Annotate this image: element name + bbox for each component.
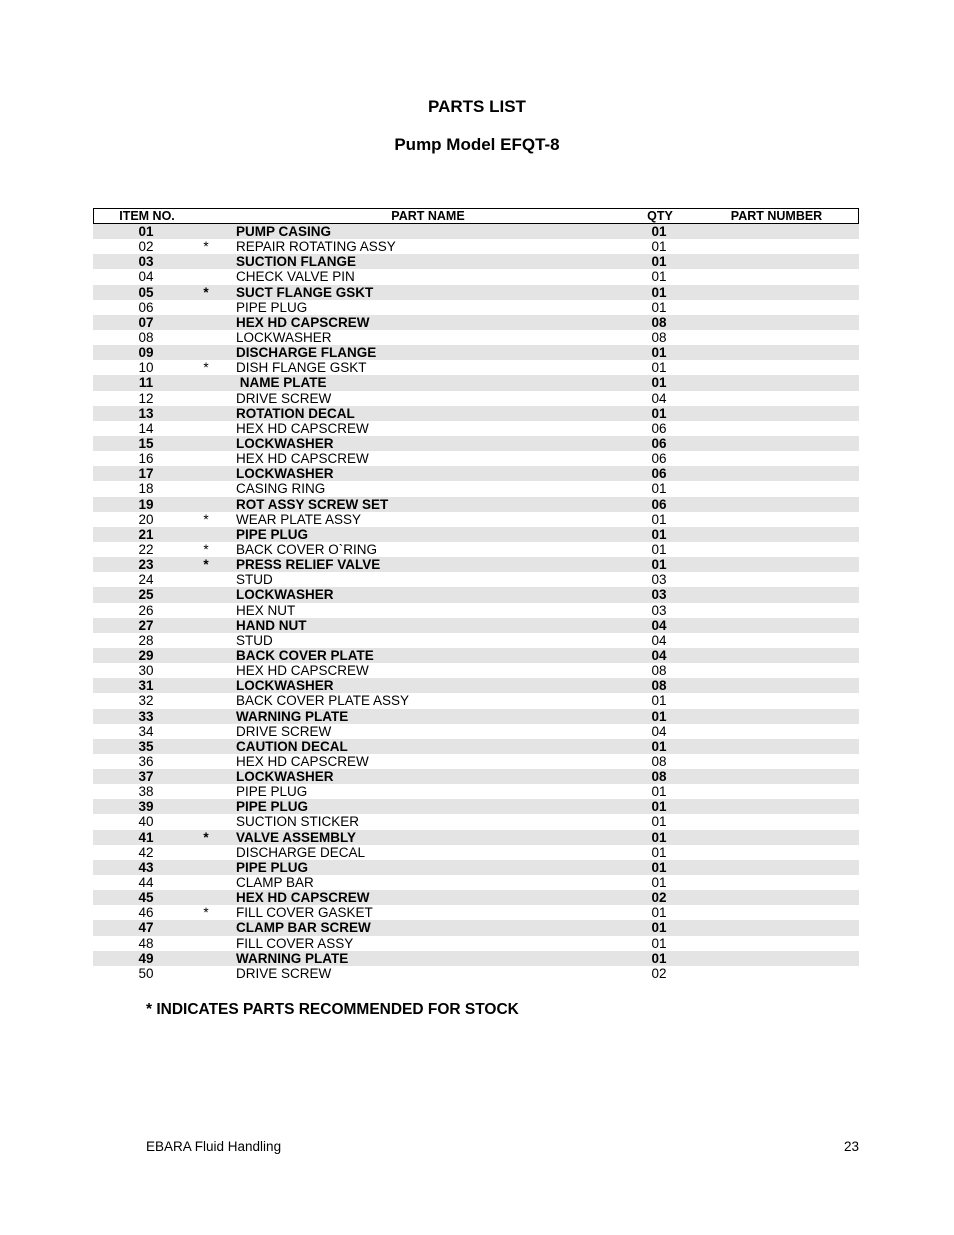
part-name-cell: HEX HD CAPSCREW (236, 753, 369, 769)
table-row (93, 724, 859, 739)
part-name-cell: FILL COVER GASKET (236, 905, 373, 921)
table-row (93, 421, 859, 436)
qty-cell: 01 (651, 814, 667, 830)
item-no-cell: 15 (138, 435, 154, 451)
part-name-cell: HEX HD CAPSCREW (236, 890, 370, 906)
part-name-cell: LOCKWASHER (236, 587, 334, 603)
qty-cell: 01 (651, 481, 667, 497)
qty-cell: 06 (651, 496, 667, 512)
qty-cell: 08 (651, 769, 667, 785)
part-name-cell: LOCKWASHER (236, 435, 334, 451)
table-row (93, 269, 859, 284)
table-row (93, 375, 859, 390)
qty-cell: 06 (651, 435, 667, 451)
part-name-cell: VALVE ASSEMBLY (236, 829, 357, 845)
stock-marker-cell: * (203, 360, 209, 376)
qty-cell: 01 (651, 557, 667, 573)
table-body (93, 224, 859, 981)
stock-marker-cell: * (203, 829, 209, 845)
part-name-cell: STUD (236, 632, 273, 648)
qty-cell: 08 (651, 678, 667, 694)
part-name-cell: BACK COVER O`RING (236, 541, 378, 557)
table-row (93, 754, 859, 769)
item-no-cell: 45 (138, 890, 154, 906)
table-row (93, 678, 859, 693)
qty-cell: 03 (651, 572, 667, 588)
qty-cell: 06 (651, 420, 667, 436)
qty-cell: 04 (651, 647, 667, 663)
item-no-cell: 39 (138, 799, 154, 815)
part-name-cell: FILL COVER ASSY (236, 935, 354, 951)
table-row (93, 436, 859, 451)
part-name-cell: PRESS RELIEF VALVE (236, 557, 381, 573)
table-row (93, 527, 859, 542)
qty-cell: 04 (651, 390, 667, 406)
item-no-cell: 49 (138, 950, 154, 966)
item-no-cell: 33 (138, 708, 154, 724)
item-no-cell: 26 (138, 602, 154, 618)
table-row (93, 905, 859, 920)
item-no-cell: 30 (138, 663, 154, 679)
table-row (93, 406, 859, 421)
part-name-cell: PIPE PLUG (236, 784, 308, 800)
item-no-cell: 42 (138, 844, 154, 860)
table-row (93, 239, 859, 254)
table-row (93, 466, 859, 481)
qty-cell: 01 (651, 829, 667, 845)
table-row (93, 920, 859, 935)
stock-note: * INDICATES PARTS RECOMMENDED FOR STOCK (146, 1001, 519, 1018)
item-no-cell: 18 (138, 481, 154, 497)
table-row (93, 860, 859, 875)
table-row (93, 254, 859, 269)
qty-cell: 04 (651, 632, 667, 648)
part-name-cell: SUCTION FLANGE (236, 254, 356, 270)
table-row (93, 300, 859, 315)
table-row (93, 572, 859, 587)
part-name-cell: LOCKWASHER (236, 678, 334, 694)
parts-table (93, 208, 859, 981)
qty-cell: 01 (651, 299, 667, 315)
table-row (93, 451, 859, 466)
part-name-cell: HEX HD CAPSCREW (236, 663, 369, 679)
item-no-cell: 05 (138, 284, 154, 300)
qty-cell: 06 (651, 466, 667, 482)
qty-cell: 01 (651, 784, 667, 800)
table-row (93, 285, 859, 300)
item-no-cell: 12 (138, 390, 154, 406)
pump-model-subtitle: Pump Model EFQT-8 (394, 135, 560, 154)
qty-cell: 01 (651, 905, 667, 921)
table-row (93, 693, 859, 708)
item-no-cell: 25 (138, 587, 154, 603)
item-no-cell: 21 (138, 526, 154, 542)
part-name-cell: CLAMP BAR SCREW (236, 920, 371, 936)
part-name-cell: WEAR PLATE ASSY (236, 511, 362, 527)
part-name-cell: CLAMP BAR (236, 875, 314, 891)
part-name-cell: HEX HD CAPSCREW (236, 451, 369, 467)
item-no-cell: 40 (138, 814, 154, 830)
table-row (93, 481, 859, 496)
part-name-cell: DISH FLANGE GSKT (236, 360, 367, 376)
part-name-cell: PUMP CASING (236, 224, 332, 239)
item-no-cell: 24 (138, 572, 154, 588)
table-row (93, 739, 859, 754)
table-row (93, 951, 859, 966)
qty-cell: 01 (651, 239, 667, 255)
qty-cell: 08 (651, 314, 667, 330)
qty-cell: 01 (651, 375, 667, 391)
part-name-cell: DISCHARGE FLANGE (236, 345, 377, 361)
item-no-cell: 35 (138, 738, 154, 754)
item-no-cell: 01 (138, 224, 154, 239)
item-no-cell: 06 (138, 299, 154, 315)
item-no-cell: 03 (138, 254, 154, 270)
qty-cell: 01 (651, 360, 667, 376)
footer-company: EBARA Fluid Handling (146, 1139, 282, 1154)
table-row (93, 875, 859, 890)
part-name-cell: DRIVE SCREW (236, 723, 332, 739)
table-row (93, 966, 859, 981)
item-no-cell: 11 (138, 375, 154, 391)
item-no-cell: 17 (138, 466, 154, 482)
part-name-cell: CASING RING (236, 481, 326, 497)
table-row (93, 648, 859, 663)
table-row (93, 784, 859, 799)
item-no-cell: 48 (138, 935, 154, 951)
part-name-cell: LOCKWASHER (236, 329, 332, 345)
part-name-cell: SUCT FLANGE GSKT (236, 284, 374, 300)
table-row (93, 542, 859, 557)
table-row (93, 391, 859, 406)
part-name-cell: DRIVE SCREW (236, 965, 332, 981)
table-row (93, 890, 859, 905)
item-no-cell: 44 (138, 875, 154, 891)
part-name-cell: WARNING PLATE (236, 708, 349, 724)
part-name-cell: SUCTION STICKER (236, 814, 360, 830)
table-row (93, 360, 859, 375)
table-row (93, 633, 859, 648)
item-no-cell: 46 (138, 905, 154, 921)
qty-cell: 02 (651, 965, 667, 981)
qty-cell: 01 (651, 284, 667, 300)
qty-cell: 01 (651, 859, 667, 875)
stock-marker-cell: * (203, 905, 209, 921)
qty-cell: 01 (651, 935, 667, 951)
table-row (93, 769, 859, 784)
stock-marker-cell: * (203, 541, 209, 557)
item-no-cell: 19 (138, 496, 154, 512)
item-no-cell: 28 (138, 632, 154, 648)
header-part-number: PART NUMBER (730, 209, 823, 223)
qty-cell: 01 (651, 345, 667, 361)
qty-cell: 04 (651, 617, 667, 633)
qty-cell: 08 (651, 753, 667, 769)
item-no-cell: 37 (138, 769, 154, 785)
table-row (93, 224, 859, 239)
item-no-cell: 34 (138, 723, 154, 739)
item-no-cell: 20 (138, 511, 154, 527)
qty-cell: 02 (651, 890, 667, 906)
qty-cell: 01 (651, 526, 667, 542)
part-name-cell: BACK COVER PLATE (236, 647, 374, 663)
table-row (93, 315, 859, 330)
qty-cell: 01 (651, 511, 667, 527)
part-name-cell: LOCKWASHER (236, 466, 334, 482)
qty-cell: 01 (651, 224, 667, 239)
stock-marker-cell: * (203, 511, 209, 527)
item-no-cell: 43 (138, 859, 154, 875)
item-no-cell: 29 (138, 647, 154, 663)
qty-cell: 01 (651, 693, 667, 709)
qty-cell: 01 (651, 541, 667, 557)
item-no-cell: 31 (138, 678, 154, 694)
item-no-cell: 50 (138, 965, 154, 981)
table-row (93, 512, 859, 527)
item-no-cell: 09 (138, 345, 154, 361)
table-row (93, 709, 859, 724)
item-no-cell: 32 (138, 693, 154, 709)
stock-marker-cell: * (203, 557, 209, 573)
table-row (93, 845, 859, 860)
table-row (93, 663, 859, 678)
part-name-cell: ROT ASSY SCREW SET (236, 496, 389, 512)
header-part-name: PART NAME (391, 209, 465, 223)
part-name-cell: DISCHARGE DECAL (236, 844, 366, 860)
item-no-cell: 23 (138, 557, 154, 573)
item-no-cell: 10 (138, 360, 154, 376)
qty-cell: 06 (651, 451, 667, 467)
part-name-cell: PIPE PLUG (236, 799, 309, 815)
table-row (93, 814, 859, 829)
part-name-cell: REPAIR ROTATING ASSY (236, 239, 396, 255)
table-row (93, 497, 859, 512)
qty-cell: 03 (651, 602, 667, 618)
item-no-cell: 02 (138, 239, 154, 255)
table-row (93, 799, 859, 814)
part-name-cell: HEX NUT (236, 602, 296, 618)
header-item-no: ITEM NO. (119, 209, 175, 223)
qty-cell: 01 (651, 950, 667, 966)
part-name-cell: NAME PLATE (236, 375, 327, 391)
item-no-cell: 13 (138, 405, 154, 421)
item-no-cell: 08 (138, 329, 154, 345)
table-row (93, 603, 859, 618)
stock-marker-cell: * (203, 284, 209, 300)
part-name-cell: BACK COVER PLATE ASSY (236, 693, 410, 709)
part-name-cell: PIPE PLUG (236, 859, 309, 875)
table-row (93, 618, 859, 633)
table-header (93, 208, 859, 224)
qty-cell: 01 (651, 844, 667, 860)
table-row (93, 936, 859, 951)
qty-cell: 08 (651, 329, 667, 345)
part-name-cell: STUD (236, 572, 273, 588)
part-name-cell: PIPE PLUG (236, 299, 308, 315)
table-row (93, 587, 859, 602)
qty-cell: 08 (651, 663, 667, 679)
item-no-cell: 04 (138, 269, 154, 285)
item-no-cell: 41 (138, 829, 154, 845)
part-name-cell: CAUTION DECAL (236, 738, 348, 754)
table-row (93, 557, 859, 572)
part-name-cell: CHECK VALVE PIN (236, 269, 355, 285)
stock-marker-cell: * (203, 239, 209, 255)
qty-cell: 03 (651, 587, 667, 603)
item-no-cell: 38 (138, 784, 154, 800)
part-name-cell: PIPE PLUG (236, 526, 309, 542)
page-title: PARTS LIST (428, 97, 526, 116)
qty-cell: 01 (651, 920, 667, 936)
qty-cell: 01 (651, 799, 667, 815)
part-name-cell: HEX HD CAPSCREW (236, 420, 369, 436)
part-name-cell: LOCKWASHER (236, 769, 334, 785)
item-no-cell: 47 (138, 920, 154, 936)
part-name-cell: HAND NUT (236, 617, 307, 633)
item-no-cell: 22 (138, 541, 154, 557)
item-no-cell: 27 (138, 617, 154, 633)
table-row (93, 330, 859, 345)
qty-cell: 01 (651, 269, 667, 285)
item-no-cell: 36 (138, 753, 154, 769)
part-name-cell: DRIVE SCREW (236, 390, 332, 406)
header-qty: QTY (647, 209, 673, 223)
item-no-cell: 16 (138, 451, 154, 467)
table-row (93, 830, 859, 845)
part-name-cell: WARNING PLATE (236, 950, 349, 966)
part-name-cell: ROTATION DECAL (236, 405, 355, 421)
qty-cell: 04 (651, 723, 667, 739)
qty-cell: 01 (651, 708, 667, 724)
qty-cell: 01 (651, 875, 667, 891)
page-number: 23 (843, 1139, 859, 1154)
item-no-cell: 07 (138, 314, 154, 330)
part-name-cell: HEX HD CAPSCREW (236, 314, 370, 330)
table-row (93, 345, 859, 360)
qty-cell: 01 (651, 254, 667, 270)
qty-cell: 01 (651, 738, 667, 754)
item-no-cell: 14 (138, 420, 154, 436)
qty-cell: 01 (651, 405, 667, 421)
